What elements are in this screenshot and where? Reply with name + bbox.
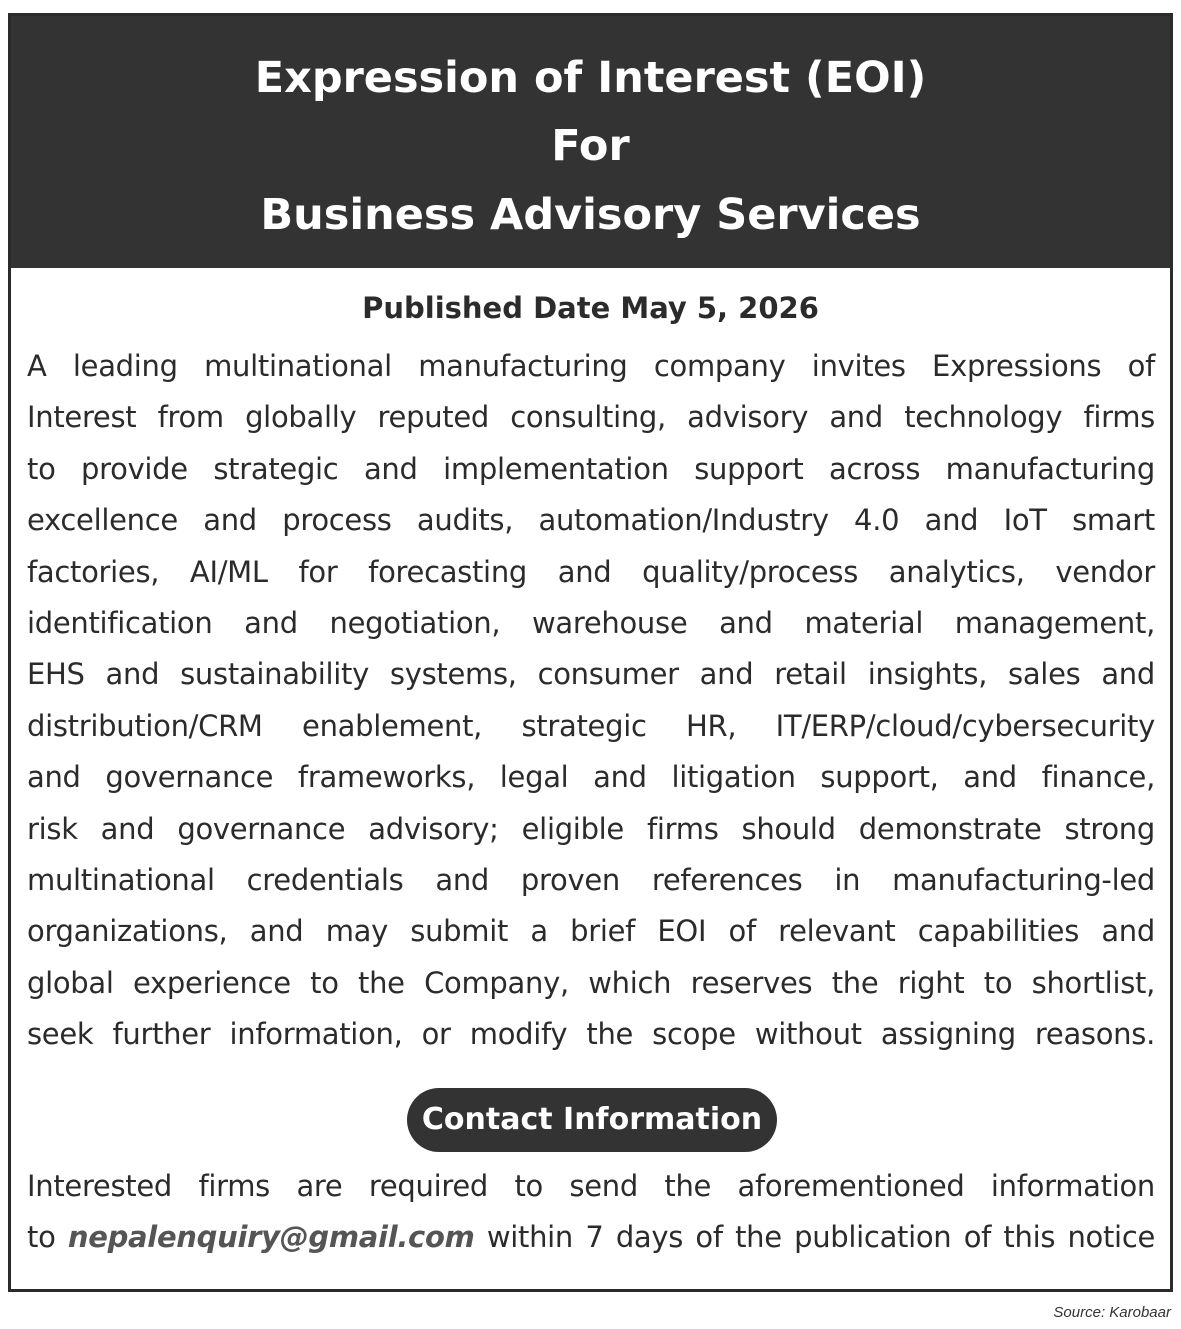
body-line: and governance frameworks, legal and litigation support, and finance, [27,760,1155,795]
body-line: distribution/CRM enablement, strategic HR, IT/ERP/cloud/cybersecurity [27,708,1155,743]
body-line: organizations, and may submit a brief EOI of relevant capabilities and [27,914,1155,949]
notice-title: Expression of Interest (EOI) [254,53,927,103]
body-line: A leading multinational manufacturing company invites Expressions of [27,349,1155,383]
contact-suffix: within 7 days of the publication of this notice [486,1220,1156,1255]
contact-heading: Contact Information [407,1088,777,1152]
notice-title-connector: For [551,121,630,171]
body-line: risk and governance advisory; eligible firms should demonstrate strong [27,811,1155,846]
source-credit: Source: Karobaar [1053,1304,1171,1321]
notice-subject: Business Advisory Services [260,190,921,240]
body-line: factories, AI/ML for forecasting and quality/process analytics, vendor [27,554,1155,589]
contact-prefix: to [27,1220,56,1255]
contact-text [27,1161,1155,1264]
contact-line: Interested firms are required to send the aforementioned information [27,1169,1155,1203]
contact-line-email [27,1212,1155,1263]
eoi-notice [8,13,1173,1292]
body-line: excellence and process audits, automation/Industry 4.0 and IoT smart [27,503,1155,538]
body-line: global experience to the Company, which reserves the right to shortlist, [27,965,1155,1000]
body-line: seek further information, or modify the scope without assigning reasons. [27,1017,1155,1052]
body-line: identification and negotiation, warehouse and material management, [27,605,1155,640]
body-line: EHS and sustainability systems, consumer and retail insights, sales and [27,657,1155,692]
contact-email-link[interactable]: nepalenquiry@gmail.com [67,1220,475,1255]
body-line: multinational credentials and proven references in manufacturing-led [27,862,1155,897]
notice-body [27,341,1155,1060]
body-line: Interest from globally reputed consulting, advisory and technology firms [27,400,1155,435]
published-date: Published Date May 5, 2026 [362,291,819,325]
body-line: to provide strategic and implementation support across manufacturing [27,451,1155,486]
notice-header [11,16,1170,268]
